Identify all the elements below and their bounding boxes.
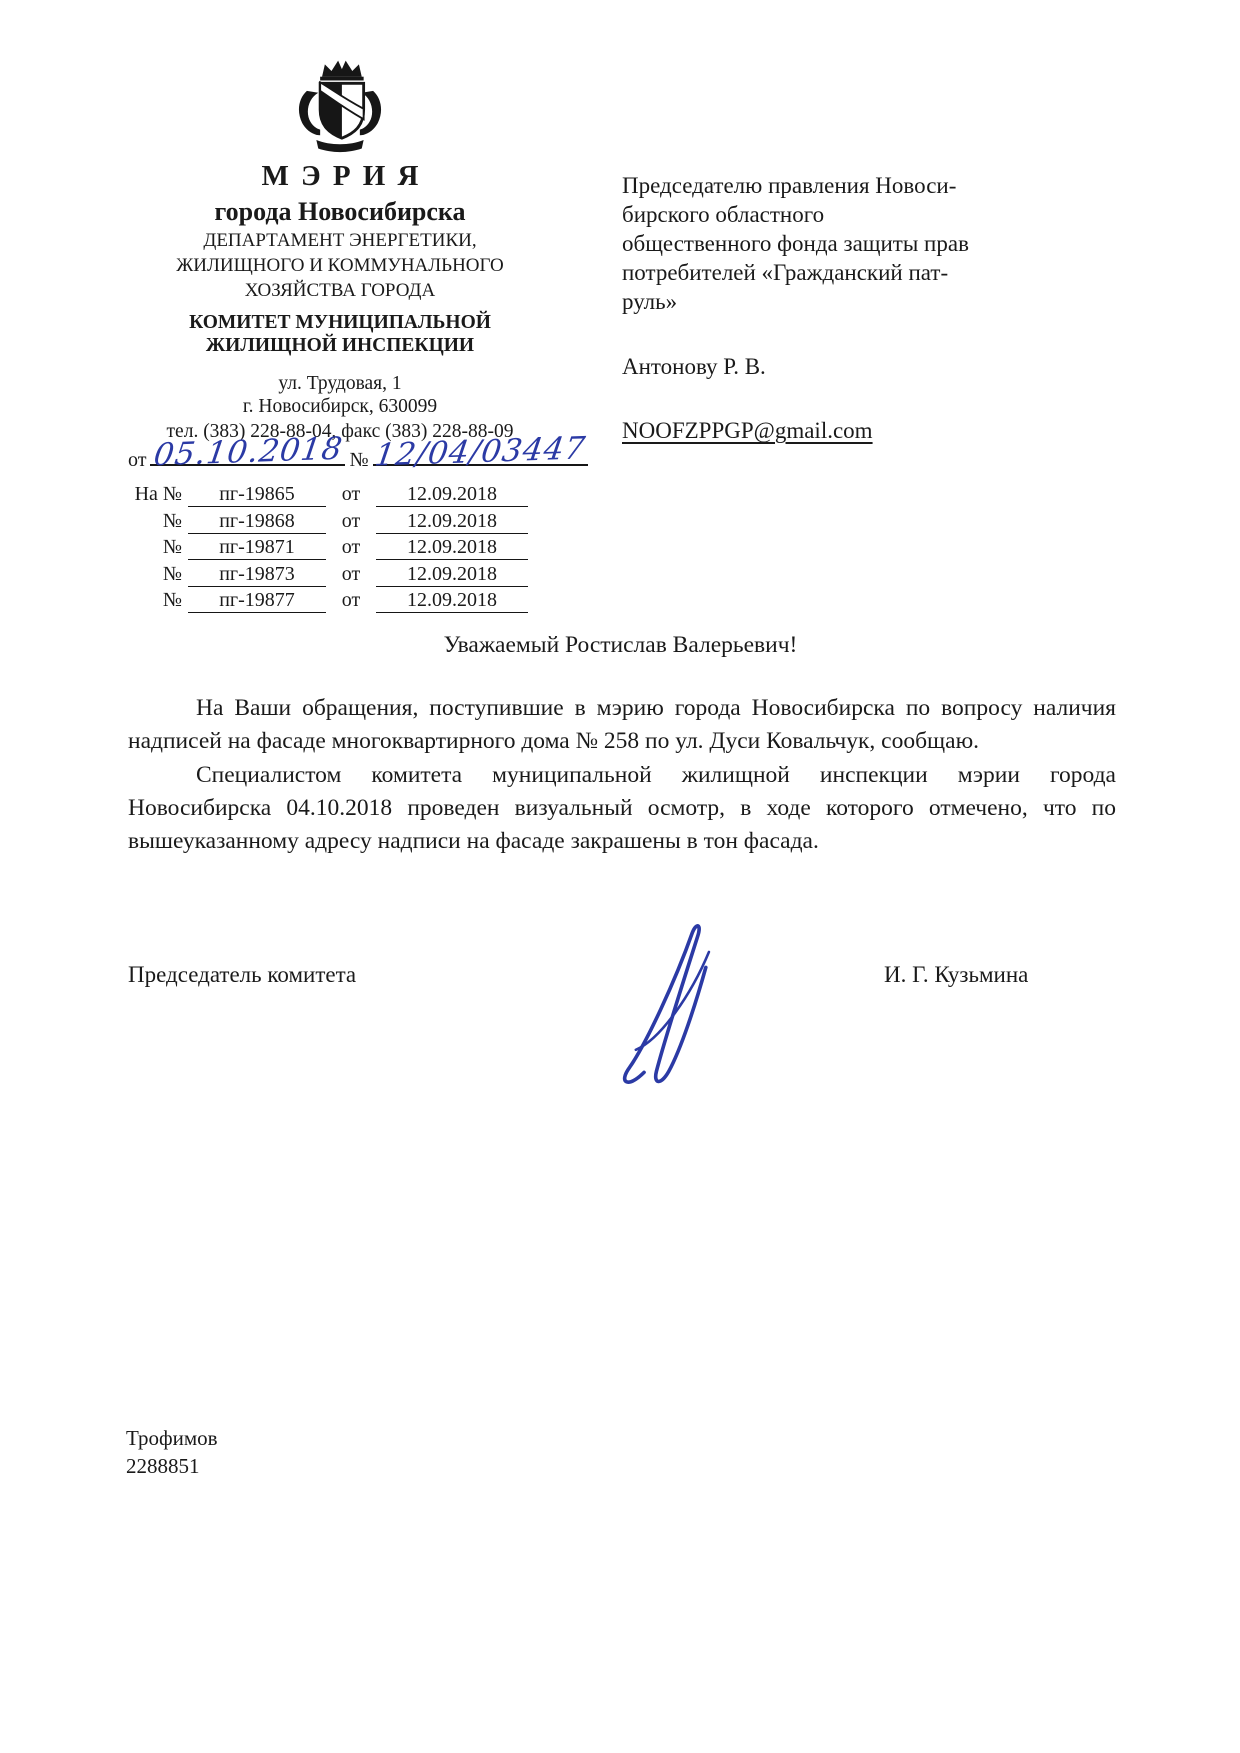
executor-name: Трофимов: [126, 1426, 218, 1450]
addressee-name: Антонову Р. В.: [622, 354, 766, 379]
ref-date: 12.09.2018: [376, 510, 528, 534]
body-paragraph-2: Специалистом комитета муниципальной жилищной инспекции мэрии города Новосибирска 04.10.2018 проведен визуальный осмотр, в ходе которого отмечено, что по вышеуказанному адресу надписи на фасаде закрашены в тон фасада.: [128, 761, 1116, 855]
letter-body: [128, 692, 1116, 859]
ref-from: от: [341, 562, 361, 585]
ref-from: от: [341, 509, 361, 532]
org-address-city: г. Новосибирск, 630099: [242, 396, 438, 418]
ref-from: от: [341, 536, 361, 558]
dept-line-1: ДЕПАРТАМЕНТ ЭНЕРГЕТИКИ,: [203, 230, 477, 251]
ref-from: от: [341, 589, 361, 611]
ref-number: пг-19871: [188, 536, 326, 560]
reference-row: [128, 536, 528, 563]
reference-row: [128, 589, 528, 616]
ref-date: 12.09.2018: [376, 589, 528, 613]
signer-position: Председатель комитета: [128, 962, 357, 987]
novosibirsk-coat-of-arms-icon: [288, 56, 392, 156]
ref-label: №: [162, 509, 182, 532]
reference-row: [128, 483, 528, 510]
ref-date: 12.09.2018: [376, 483, 528, 507]
handwritten-outgoing-date: 05.10.2018: [151, 430, 346, 474]
salutation: Уважаемый Ростислав Валерьевич!: [443, 632, 798, 658]
addressee-block: [622, 172, 1072, 317]
ref-number: пг-19865: [188, 483, 326, 507]
committee-line-1: КОМИТЕТ МУНИЦИПАЛЬНОЙ: [189, 311, 491, 333]
executor-phone: 2288851: [126, 1454, 200, 1479]
ref-label: №: [162, 536, 182, 558]
reg-number-blank: [372, 430, 589, 474]
ref-from: от: [341, 483, 361, 505]
addressee-email: NOOFZPPGP@gmail.com: [622, 418, 873, 443]
reference-row: [128, 510, 528, 537]
org-name-main: МЭРИЯ: [261, 160, 431, 192]
addressee-line: общественного фонда защиты прав: [622, 230, 969, 256]
dept-line-3: ХОЗЯЙСТВА ГОРОДА: [244, 280, 436, 302]
ref-number: пг-19877: [188, 589, 326, 613]
handwritten-outgoing-number: 12/04/03447: [372, 430, 589, 474]
org-phone-fax: тел. (383) 228-88-04, факс (383) 228-88-09: [166, 420, 514, 442]
handwritten-signature: [602, 918, 752, 1093]
ref-label: №: [162, 562, 182, 585]
ref-label: На №: [134, 483, 182, 505]
ref-number: пг-19873: [188, 563, 326, 587]
addressee-line: Председателю правления Новоси-: [622, 173, 957, 198]
executor-block: [126, 1424, 218, 1481]
signer-name: И. Г. Кузьмина: [884, 962, 1029, 987]
reg-from-label: от: [128, 449, 147, 471]
addressee-line: потребителей «Гражданский пат-: [622, 259, 949, 285]
body-paragraph-1: На Ваши обращения, поступившие в мэрию города Новосибирска по вопросу наличия надписей на фасаде многоквартирного дома № 258 по ул. Дуси Ковальчук, сообщаю.: [128, 695, 1116, 755]
committee-line-2: ЖИЛИЩНОЙ ИНСПЕКЦИИ: [205, 335, 475, 357]
org-address-street: ул. Трудовая, 1: [278, 373, 402, 395]
incoming-references: [128, 483, 528, 616]
ref-label: №: [162, 589, 182, 611]
addressee-line: бирского областного: [622, 201, 825, 227]
ref-date: 12.09.2018: [376, 563, 528, 587]
reg-date-blank: [150, 430, 346, 474]
addressee-line: руль»: [622, 288, 678, 314]
org-name-city: города Новосибирска: [214, 197, 466, 226]
ref-date: 12.09.2018: [376, 536, 528, 560]
ref-number: пг-19868: [188, 510, 326, 534]
reg-number-label: №: [349, 449, 369, 471]
dept-line-2: ЖИЛИЩНОГО И КОММУНАЛЬНОГО: [176, 255, 504, 277]
reference-row: [128, 563, 528, 590]
letterhead: [100, 160, 580, 443]
